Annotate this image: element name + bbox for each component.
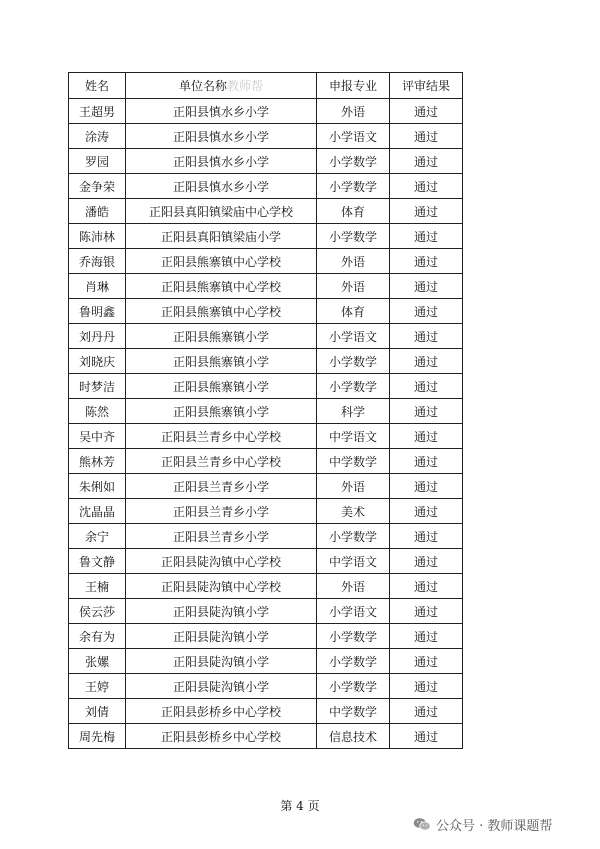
cell-result: 通过 (390, 699, 463, 724)
cell-major: 小学数学 (317, 224, 390, 249)
cell-name: 陈沛林 (69, 224, 126, 249)
cell-major: 小学数学 (317, 174, 390, 199)
cell-major: 小学数学 (317, 374, 390, 399)
cell-major: 外语 (317, 474, 390, 499)
cell-name: 肖琳 (69, 274, 126, 299)
cell-unit: 正阳县兰青乡小学 (126, 524, 317, 549)
cell-name: 吴中齐 (69, 424, 126, 449)
table-header-row (69, 73, 463, 99)
table-row (69, 224, 463, 249)
cell-name: 沈晶晶 (69, 499, 126, 524)
cell-unit: 正阳县陡沟镇小学 (126, 674, 317, 699)
table-row (69, 449, 463, 474)
cell-unit: 正阳县熊寨镇小学 (126, 349, 317, 374)
table-row (69, 724, 463, 749)
cell-result: 通过 (390, 299, 463, 324)
header-name: 姓名 (69, 73, 126, 99)
cell-name: 鲁明鑫 (69, 299, 126, 324)
cell-name: 王婷 (69, 674, 126, 699)
cell-unit: 正阳县熊寨镇小学 (126, 374, 317, 399)
table-row (69, 574, 463, 599)
cell-major: 体育 (317, 199, 390, 224)
cell-unit: 正阳县陡沟镇中心学校 (126, 574, 317, 599)
table-row (69, 274, 463, 299)
header-result: 评审结果 (390, 73, 463, 99)
cell-result: 通过 (390, 624, 463, 649)
cell-unit: 正阳县陡沟镇中心学校 (126, 549, 317, 574)
cell-major: 外语 (317, 274, 390, 299)
cell-name: 罗园 (69, 149, 126, 174)
cell-major: 中学数学 (317, 449, 390, 474)
brand-signature (413, 815, 552, 834)
cell-unit: 正阳县兰青乡中心学校 (126, 449, 317, 474)
watermark-text: 教师帮 (227, 79, 264, 93)
cell-major: 中学数学 (317, 699, 390, 724)
cell-unit: 正阳县慎水乡小学 (126, 149, 317, 174)
cell-result: 通过 (390, 249, 463, 274)
roster-table (68, 72, 463, 749)
cell-major: 中学语文 (317, 549, 390, 574)
cell-unit: 正阳县兰青乡小学 (126, 499, 317, 524)
cell-result: 通过 (390, 324, 463, 349)
cell-major: 外语 (317, 99, 390, 124)
table-row (69, 324, 463, 349)
brand-text: 公众号 · 教师课题帮 (436, 819, 553, 834)
cell-name: 刘倩 (69, 699, 126, 724)
cell-unit: 正阳县熊寨镇小学 (126, 399, 317, 424)
cell-unit: 正阳县陡沟镇小学 (126, 599, 317, 624)
table-row (69, 249, 463, 274)
cell-major: 中学语文 (317, 424, 390, 449)
cell-result: 通过 (390, 424, 463, 449)
table-row (69, 399, 463, 424)
cell-unit: 正阳县慎水乡小学 (126, 99, 317, 124)
cell-major: 信息技术 (317, 724, 390, 749)
table-row (69, 99, 463, 124)
cell-name: 朱俐如 (69, 474, 126, 499)
cell-result: 通过 (390, 524, 463, 549)
cell-name: 潘皓 (69, 199, 126, 224)
header-unit (126, 73, 317, 99)
cell-result: 通过 (390, 399, 463, 424)
cell-result: 通过 (390, 374, 463, 399)
page-number: 第 4 页 (280, 799, 320, 813)
wechat-icon (413, 817, 431, 832)
cell-unit: 正阳县熊寨镇中心学校 (126, 274, 317, 299)
cell-name: 鲁文静 (69, 549, 126, 574)
cell-result: 通过 (390, 274, 463, 299)
cell-result: 通过 (390, 674, 463, 699)
table-row (69, 424, 463, 449)
cell-major: 科学 (317, 399, 390, 424)
cell-result: 通过 (390, 599, 463, 624)
cell-result: 通过 (390, 649, 463, 674)
table-row (69, 374, 463, 399)
table-row (69, 624, 463, 649)
cell-unit: 正阳县慎水乡小学 (126, 124, 317, 149)
cell-name: 刘丹丹 (69, 324, 126, 349)
table-row (69, 124, 463, 149)
cell-major: 小学数学 (317, 624, 390, 649)
cell-unit: 正阳县兰青乡小学 (126, 474, 317, 499)
header-unit-label: 单位名称 (178, 79, 227, 93)
cell-major: 外语 (317, 249, 390, 274)
cell-name: 余宁 (69, 524, 126, 549)
cell-major: 小学数学 (317, 649, 390, 674)
table-row (69, 524, 463, 549)
header-major: 申报专业 (317, 73, 390, 99)
table-body (69, 99, 463, 749)
cell-result: 通过 (390, 574, 463, 599)
cell-unit: 正阳县熊寨镇中心学校 (126, 249, 317, 274)
cell-major: 美术 (317, 499, 390, 524)
cell-major: 小学数学 (317, 349, 390, 374)
cell-result: 通过 (390, 724, 463, 749)
table-row (69, 349, 463, 374)
cell-unit: 正阳县真阳镇梁庙小学 (126, 224, 317, 249)
cell-major: 外语 (317, 574, 390, 599)
table-row (69, 474, 463, 499)
table-row (69, 674, 463, 699)
cell-unit: 正阳县真阳镇梁庙中心学校 (126, 199, 317, 224)
cell-name: 周先梅 (69, 724, 126, 749)
cell-major: 小学语文 (317, 324, 390, 349)
cell-name: 王楠 (69, 574, 126, 599)
cell-name: 陈然 (69, 399, 126, 424)
cell-unit: 正阳县熊寨镇小学 (126, 324, 317, 349)
cell-major: 小学数学 (317, 149, 390, 174)
cell-unit: 正阳县慎水乡小学 (126, 174, 317, 199)
cell-unit: 正阳县彭桥乡中心学校 (126, 699, 317, 724)
cell-unit: 正阳县熊寨镇中心学校 (126, 299, 317, 324)
table-row (69, 549, 463, 574)
table-row (69, 199, 463, 224)
cell-name: 刘晓庆 (69, 349, 126, 374)
cell-name: 王超男 (69, 99, 126, 124)
table-row (69, 649, 463, 674)
cell-result: 通过 (390, 449, 463, 474)
cell-result: 通过 (390, 149, 463, 174)
cell-name: 张嫘 (69, 649, 126, 674)
cell-result: 通过 (390, 174, 463, 199)
table-row (69, 174, 463, 199)
cell-unit: 正阳县兰青乡中心学校 (126, 424, 317, 449)
cell-result: 通过 (390, 349, 463, 374)
cell-name: 涂涛 (69, 124, 126, 149)
cell-name: 余有为 (69, 624, 126, 649)
table-row (69, 499, 463, 524)
table-row (69, 149, 463, 174)
cell-unit: 正阳县陡沟镇小学 (126, 624, 317, 649)
cell-result: 通过 (390, 474, 463, 499)
table-row (69, 599, 463, 624)
cell-major: 体育 (317, 299, 390, 324)
cell-unit: 正阳县陡沟镇小学 (126, 649, 317, 674)
cell-result: 通过 (390, 224, 463, 249)
table-row (69, 699, 463, 724)
cell-name: 金争荣 (69, 174, 126, 199)
cell-result: 通过 (390, 99, 463, 124)
cell-major: 小学数学 (317, 674, 390, 699)
table-row (69, 299, 463, 324)
cell-unit: 正阳县彭桥乡中心学校 (126, 724, 317, 749)
cell-name: 乔海银 (69, 249, 126, 274)
cell-result: 通过 (390, 499, 463, 524)
cell-major: 小学语文 (317, 599, 390, 624)
cell-name: 时梦洁 (69, 374, 126, 399)
cell-name: 熊林芳 (69, 449, 126, 474)
cell-major: 小学语文 (317, 124, 390, 149)
cell-result: 通过 (390, 124, 463, 149)
cell-result: 通过 (390, 549, 463, 574)
cell-result: 通过 (390, 199, 463, 224)
cell-name: 侯云莎 (69, 599, 126, 624)
cell-major: 小学数学 (317, 524, 390, 549)
